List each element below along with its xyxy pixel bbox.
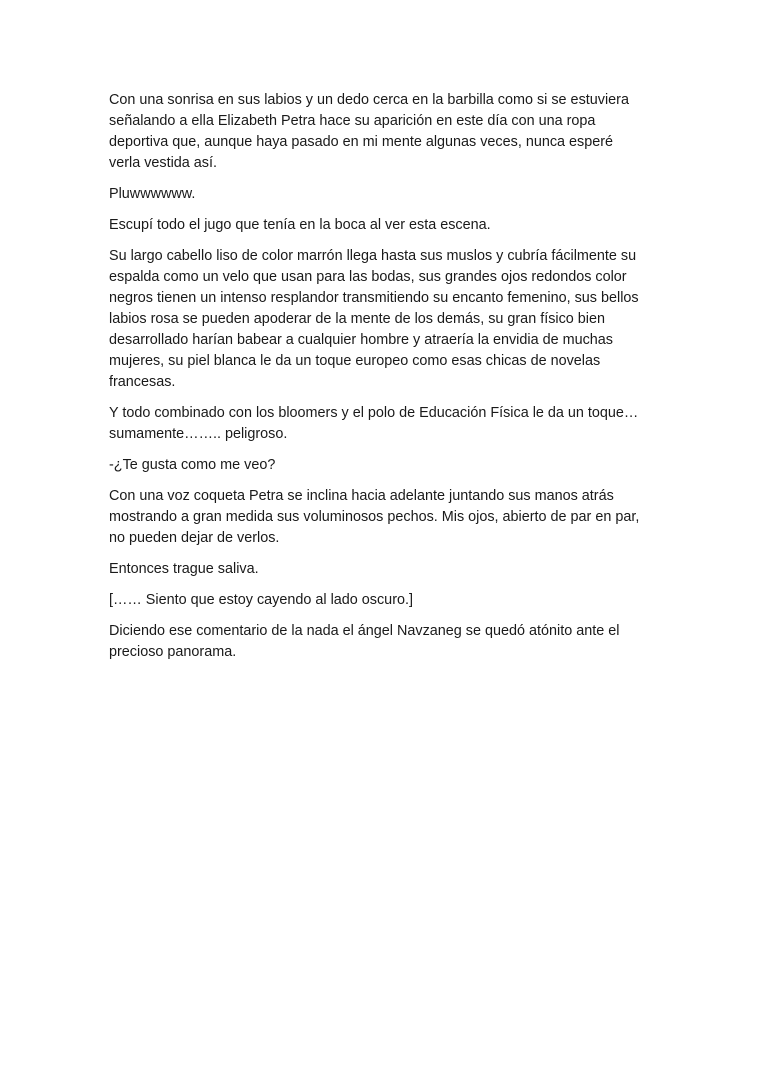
- paragraph-7: Con una voz coqueta Petra se inclina hacia adelante juntando sus manos atrás mostrando a gran medida sus voluminosos pechos. Mis ojos, abierto de par en par, no pueden dejar de verlos.: [109, 488, 640, 546]
- paragraph-6: -¿Te gusta como me veo?: [109, 457, 276, 473]
- paragraph-2: Pluwwwwww.: [109, 186, 196, 202]
- paragraph-1: Con una sonrisa en sus labios y un dedo cerca en la barbilla como si se estuviera señalando a ella Elizabeth Petra hace su aparición en este día con una ropa deportiva que, aunque haya pasado en mi mente algunas veces, nunca esperé verla vestida así.: [109, 92, 629, 171]
- paragraph-5: Y todo combinado con los bloomers y el polo de Educación Física le da un toque… sumamente…….. peligroso.: [109, 405, 639, 442]
- paragraph-4: Su largo cabello liso de color marrón llega hasta sus muslos y cubría fácilmente su espalda como un velo que usan para las bodas, sus grandes ojos redondos color negros tienen un intenso resplandor transmitiendo su encanto femenino, sus bellos labios rosa se pueden apoderar de la mente de los demás, su gran físico bien desarrollado harían babear a cualquier hombre y atraería la envidia de muchas mujeres, su piel blanca le da un toque europeo como esas chicas de novelas francesas.: [109, 248, 639, 390]
- paragraph-9: […… Siento que estoy cayendo al lado oscuro.]: [109, 592, 413, 608]
- paragraph-8: Entonces trague saliva.: [109, 561, 259, 577]
- paragraph-10: Diciendo ese comentario de la nada el ángel Navzaneg se quedó atónito ante el precioso panorama.: [109, 623, 620, 660]
- document-body: [109, 90, 644, 673]
- paragraph-3: Escupí todo el jugo que tenía en la boca al ver esta escena.: [109, 217, 491, 233]
